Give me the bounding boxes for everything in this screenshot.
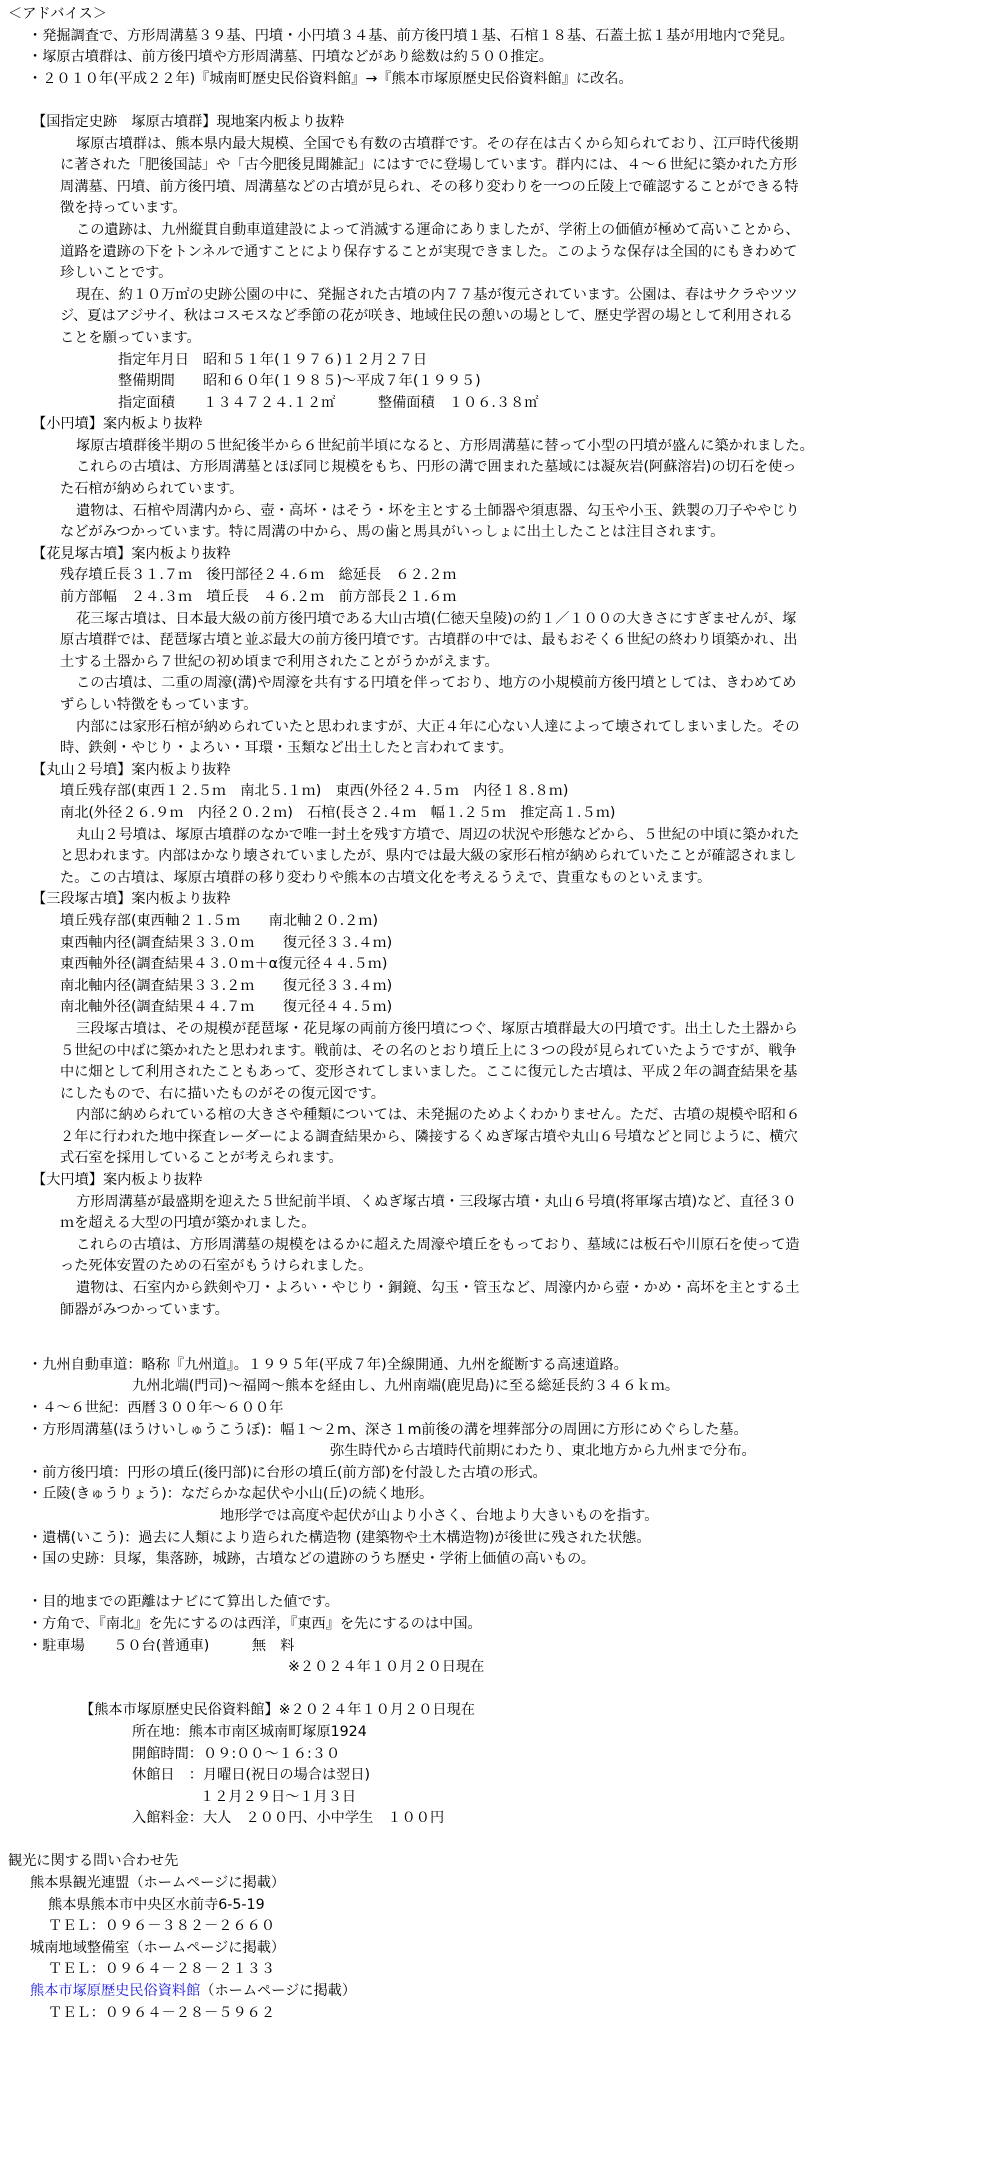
paragraph-line: 土する土器から７世紀の初め頃まで利用されたことがうかがえます。 [60,653,499,670]
paragraph-line: などがみつかっています。特に周溝の中から、馬の歯と馬具がいっしょに出土したことは注目されます。 [60,524,725,541]
paragraph-line: ２年に行われた地中探査レーダーによる調査結果から、隣接するくぬぎ塚古墳や丸山６号墳などと同じように、横穴 [60,1128,798,1145]
paragraph-line: た石棺が納められています。 [60,481,244,498]
paragraph-line: た。この古墳は、塚原古墳群の移り変わりや熊本の古墳文化を考えるうえで、貴重なものといえます。 [60,869,712,886]
glossary-item: ・前方後円墳：円形の墳丘(後円部)に台形の墳丘(前方部)を付設した古墳の形式。 [28,1464,547,1481]
paragraph-line: これらの古墳は、方形周溝墓とほぼ同じ規模をもち、円形の溝で囲まれた墓域には凝灰岩(阿蘇溶岩)の切石を使っ [76,459,797,476]
section-heading-large-round-tumulus: 【大円墳】案内板より抜粋 [32,1172,203,1189]
as-of-date-note: ※２０２４年１０月２０日現在 [288,1659,485,1676]
advice-bullet: ・２０１０年(平成２２年)『城南町歴史民俗資料館』→『熊本市塚原歴史民俗資料館』に改名。 [28,70,633,87]
paragraph-line: 珍しいことです。 [60,265,173,282]
paragraph-line: 時、鉄剣・やじり・よろい・耳環・玉類など出土したと言われてます。 [60,740,513,757]
paragraph-line: 中に畑として利用されたこともあって、変形されてしまいました。ここに復元した古墳は、平成２年の調査結果を基 [60,1064,798,1081]
paragraph-line: 原古墳群では、琵琶塚古墳と並ぶ最大の前方後円墳です。古墳群の中では、最もおそく６世紀の終わり頃築かれ、出 [60,632,798,649]
museum-link-suffix: （ホームページに掲載） [200,1983,357,2000]
advice-bullet: ・発掘調査で、方形周溝墓３９基、円墳・小円墳３４基、前方後円墳１基、石棺１８基、石蓋土拡１基が用地内で発見。 [28,27,794,44]
fact-line: 東西軸内径(調査結果３３.０ｍ 復元径３３.４ｍ) [60,934,393,951]
contact-tel: ＴＥＬ：０９６４－２８－２１３３ [48,1961,276,1978]
fact-line: 指定面積 １３４７２４.１２㎡ 整備面積 １０６.３８㎡ [118,394,539,411]
contact-org-jonan-office: 城南地域整備室（ホームページに掲載） [30,1939,286,1956]
paragraph-line: 現在、約１０万㎡の史跡公園の中に、発掘された古墳の内７７基が復元されています。公園は、春はサクラやツツ [76,286,798,303]
paragraph-line: 内部には家形石棺が納められていたと思われますが、大正４年に心ない人達によって壊されてしまいました。その [76,718,800,735]
glossary-item: ・方形周溝墓(ほうけいしゅうこうぼ)：幅１～２m、深さ１m前後の溝を埋葬部分の周囲に方形にめぐらした墓。 [28,1421,748,1438]
fact-line: 前方部幅 ２４.３ｍ 墳丘長 ４６.２ｍ 前方部長２１.６ｍ [60,589,457,606]
fact-line: 指定年月日 昭和５１年(１９７６)１２月２７日 [118,351,428,368]
fact-line: 残存墳丘長３１.７ｍ 後円部径２４.６ｍ 総延長 ６２.２ｍ [60,567,457,584]
paragraph-line: ５世紀の中ばに築かれたと思われます。戦前は、その名のとおり墳丘上に３つの段が見られていたようですが、戦争 [60,1042,797,1059]
section-heading-maruyama-2: 【丸山２号墳】案内板より抜粋 [32,761,231,778]
glossary-item: ・丘陵(きゅうりょう)：なだらかな起伏や小山(丘)の続く地形。 [28,1486,434,1503]
section-heading-national-site: 【国指定史跡 塚原古墳群】現地案内板より抜粋 [32,113,345,130]
paragraph-line: ことを願っています。 [60,329,201,346]
note-item: ・方角で、『南北』を先にするのは西洋，『東西』を先にするのは中国。 [28,1615,482,1632]
museum-closed-days-extra: １２月２９日～１月３日 [200,1788,357,1805]
contact-tel: ＴＥＬ：０９６４－２８－５９６２ [48,2004,276,2021]
fact-line: 整備期間 昭和６０年(１９８５)～平成７年(１９９５) [118,373,481,390]
glossary-continuation: 九州北端(門司)～福岡～熊本を経由し、九州南端(鹿児島)に至る総延長約３４６ｋｍ。 [132,1378,680,1395]
paragraph-line: と思われます。内部はかなり壊されていましたが、県内では最大級の家形石棺が納められていたことが確認されまし [60,848,797,865]
glossary-item: ・国の史跡：貝塚，集落跡，城跡，古墳などの遺跡のうち歴史・学術上価値の高いもの。 [28,1551,595,1568]
contact-tel: ＴＥＬ：０９６－３８２－２６６０ [48,1918,276,1935]
glossary-item: ・遺構(いこう)：過去に人類により造られた構造物 (建築物や土木構造物)が後世に残された状態。 [28,1529,651,1546]
fact-line: 南北軸外径(調査結果４４.７ｍ 復元径４４.５ｍ) [60,999,393,1016]
glossary-continuation: 弥生時代から古墳時代前期にわたり、東北地方から九州まで分布。 [330,1443,756,1460]
section-heading-small-round-tumulus: 【小円墳】案内板より抜粋 [32,416,203,433]
paragraph-line: これらの古墳は、方形周溝墓の規模をはるかに超えた周濠や墳丘をもっており、墓域には板石や川原石を使って造 [76,1236,800,1253]
section-heading-sandanzuka: 【三段塚古墳】案内板より抜粋 [32,891,231,908]
paragraph-line: 式石室を採用していることが考えられます。 [60,1150,343,1167]
contact-address: 熊本県熊本市中央区水前寺6-5-19 [48,1896,265,1913]
paragraph-line: 周溝墓、円墳、前方後円墳、周溝墓などの古墳が見られ、その移り変わりを一つの丘陵上で確認することができる特 [60,178,799,195]
paragraph-line: この古墳は、二重の周濠(溝)や周濠を共有する円墳を伴っており、地方の小規模前方後円墳としては、きわめてめ [76,675,797,692]
paragraph-line: この遺跡は、九州縦貫自動車道建設によって消滅する運命にありましたが、学術上の価値が極めて高いことから、 [76,221,800,238]
note-item: ・目的地までの距離はナビにて算出した値です。 [28,1594,339,1611]
contacts-heading: 観光に関する問い合わせ先 [8,1853,179,1870]
section-heading-hanamizuka: 【花見塚古墳】案内板より抜粋 [32,545,231,562]
contact-org-museum [0,1981,998,2003]
paragraph-line: ｍを超える大型の円墳が築かれました。 [60,1215,316,1232]
paragraph-line: に著された「肥後国誌」や「古今肥後見聞雑記」にはすでに登場しています。群内には、４～６世紀に築かれた方形 [60,157,798,174]
paragraph-line: 遺物は、石室内から鉄剣や刀・よろい・やじり・銅鏡、勾玉・管玉など、周濠内から壺・かめ・高坏を主とする土 [76,1280,800,1297]
paragraph-line: にしたもので、右に描いたものがその復元図です。 [60,1085,385,1102]
museum-admission: 入館料金：大人 ２００円、小中学生 １００円 [132,1810,445,1827]
paragraph-line: 塚原古墳群後半期の５世紀後半から６世紀前半頃になると、方形周溝墓に替って小型の円墳が盛んに築かれました。 [76,437,814,454]
glossary-item: ・４～６世紀：西暦３００年～６００年 [28,1400,284,1416]
museum-heading: 【熊本市塚原歴史民俗資料館】※２０２４年１０月２０日現在 [80,1702,475,1719]
parking-note: ・駐車場 ５０台(普通車) 無 料 [28,1637,295,1654]
glossary-continuation: 地形学では高度や起伏が山より小さく、台地より大きいものを指す。 [220,1507,659,1524]
museum-hours: 開館時間：０９:００～１６:３０ [132,1745,341,1762]
paragraph-line: 丸山２号墳は、塚原古墳群のなかで唯一封土を残す方墳で、周辺の状況や形態などから、５世紀の中頃に築かれた [76,826,800,843]
fact-line: 南北軸内径(調査結果３３.２ｍ 復元径３３.４ｍ) [60,977,393,994]
paragraph-line: ずらしい特徴をもっています。 [60,697,258,713]
fact-line: 墳丘残存部(東西１２.５ｍ 南北５.１ｍ) 東西(外径２４.５ｍ 内径１８.８ｍ) [60,783,569,800]
paragraph-line: 遺物は、石棺や周溝内から、壺・高坏・はそう・坏を主とする土師器や須恵器、勾玉や小玉、鉄製の刀子ややじり [76,502,800,519]
museum-address: 所在地：熊本市南区城南町塚原1924 [132,1723,367,1740]
contact-org-tourism-federation: 熊本県観光連盟（ホームページに掲載） [30,1875,286,1892]
museum-closed-days: 休館日 ：月曜日(祝日の場合は翌日) [132,1767,371,1784]
paragraph-line: 道路を遺跡の下をトンネルで通すことにより保存することが実現できました。このような保存は全国的にもきわめて [60,243,798,260]
museum-link[interactable]: 熊本市塚原歴史民俗資料館 [30,1983,201,2000]
paragraph-line: 三段塚古墳は、その規模が琵琶塚・花見塚の両前方後円墳につぐ、塚原古墳群最大の円墳です。出土した土器から [76,1020,798,1037]
paragraph-line: ジ、夏はアジサイ、秋はコスモスなど季節の花が咲き、地域住民の憩いの場として、歴史学習の場として利用される [60,308,793,325]
glossary-item: ・九州自動車道：略称『九州道』。１９９５年(平成７年)全線開通、九州を縦断する高速道路。 [28,1356,628,1373]
paragraph-line: 師器がみつかっています。 [60,1301,229,1318]
paragraph-line: 花三塚古墳は、日本最大級の前方後円墳である大山古墳(仁徳天皇陵)の約１／１００の大きさにすぎませんが、塚 [76,610,797,627]
paragraph-line: 内部に納められている棺の大きさや種類については、未発掘のためよくわかりません。ただ、古墳の規模や昭和６ [76,1107,801,1124]
paragraph-line: 方形周溝墓が最盛期を迎えた５世紀前半頃、くぬぎ塚古墳・三段塚古墳・丸山６号墳(将軍塚古墳)など、直径３０ [76,1193,797,1210]
paragraph-line: った死体安置のための石室がもうけられました。 [60,1258,373,1275]
fact-line: 墳丘残存部(東西軸２１.５ｍ 南北軸２０.２ｍ) [60,912,379,929]
advice-heading: ＜アドバイス＞ [8,6,107,22]
fact-line: 南北(外径２６.９ｍ 内径２０.２ｍ) 石棺(長さ２.４ｍ 幅１.２５ｍ 推定高１.５ｍ) [60,804,616,821]
paragraph-line: 徴を持っています。 [60,200,187,217]
advice-bullet: ・塚原古墳群は、前方後円墳や方形周溝墓、円墳などがあり総数は約５００推定。 [28,49,553,66]
fact-line: 東西軸外径(調査結果４３.０ｍ＋α復元径４４.５ｍ) [60,956,388,973]
paragraph-line: 塚原古墳群は、熊本県内最大規模、全国でも有数の古墳群です。その存在は古くから知られており、江戸時代後期 [76,135,799,152]
